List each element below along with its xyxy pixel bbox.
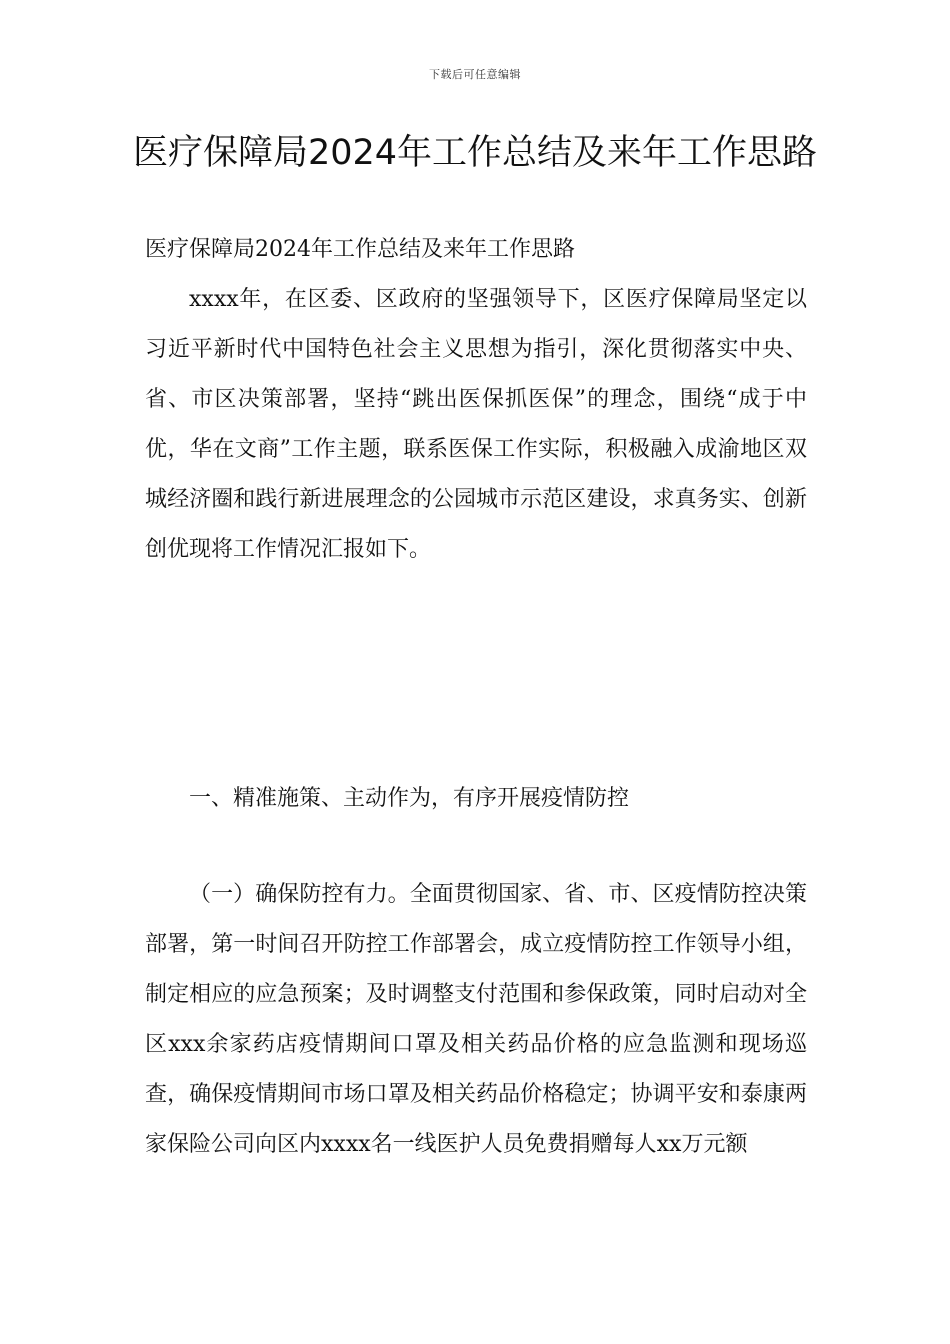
section-1-paragraph-1: （一）确保防控有力。全面贯彻国家、省、市、区疫情防控决策部署，第一时间召开防控工作部署会，成立疫情防控工作领导小组，制定相应的应急预案；及时调整支付范围和参保政策，同时启动对全区xxx余家药店疫情期间口罩及相关药品价格的应急监测和现场巡查，确保疫情期间市场口罩及相关药品价格稳定；协调平安和泰康两家保险公司向区内xxxx名一线医护人员免费捐赠每人xx万元额 [145, 882, 807, 1157]
document-title: 医疗保障局2024年工作总结及来年工作思路 [132, 133, 818, 173]
document-subtitle: 医疗保障局2024年工作总结及来年工作思路 [145, 237, 575, 262]
header-note: 下载后可任意编辑 [429, 68, 521, 81]
intro-paragraph: xxxx年，在区委、区政府的坚强领导下，区医疗保障局坚定以习近平新时代中国特色社会主义思想为指引，深化贯彻落实中央、省、市区决策部署，坚持“跳出医保抓医保”的理念，围绕“成于中优，华在文商”工作主题，联系医保工作实际，积极融入成渝地区双城经济圈和践行新进展理念的公园城市示范区建设，求真务实、创新创优现将工作情况汇报如下。 [145, 287, 807, 562]
section-heading-1: 一、精准施策、主动作为，有序开展疫情防控 [189, 786, 630, 811]
